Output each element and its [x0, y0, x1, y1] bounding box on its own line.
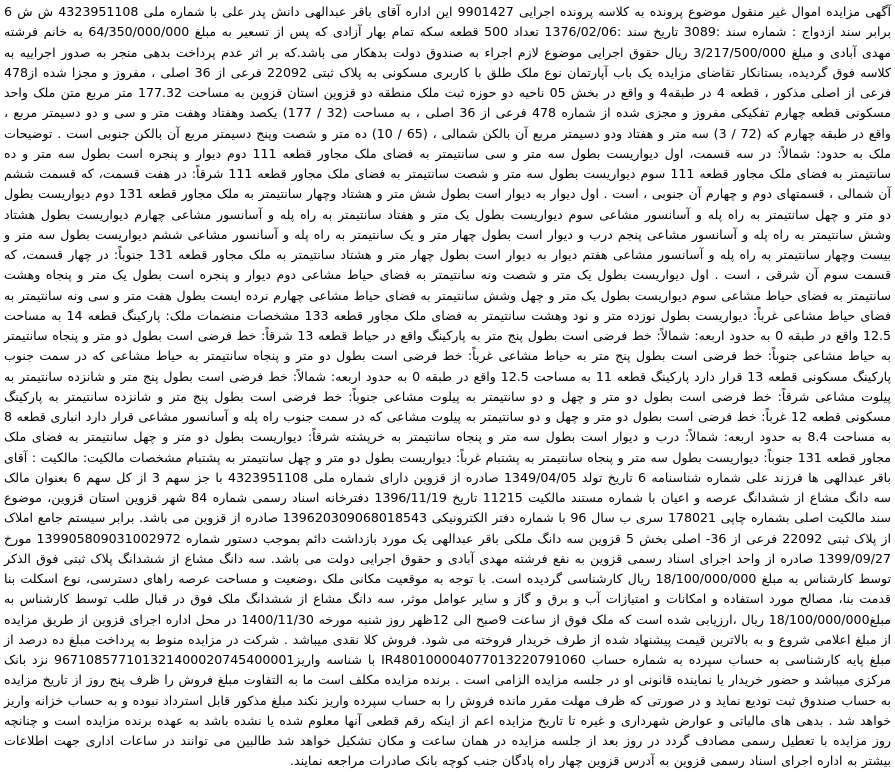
- auction-notice-text: آگهی مزایده اموال غیر منقول موضوع پرونده به کلاسه پرونده اجرایی 9901427 این اداره آقای باقر عبدالهی دانش پدر علی با شماره ملی 4323951108 ش ش 6 برابر سند ازدواج : شماره سند :3089 تاریخ سند :1376/02/06 تعداد 500 قطعه سکه تمام بهار آزادی که پس از تسعیر به مبلغ 64/350/000/000 به خانم فرشته مهدی آبادی و مبلغ 3/217/500/000 ریال حقوق اجرایی موضوع لازم اجراء به صندوق دولت بدهکار می باشد.که بر اثر عدم پرداخت بدهی منجر به صدور اجراییه به کلاسه فوق گردیده، بستانکار تقاضای مزایده یک باب آپارتمان نوع ملک طلق با کاربری مسکونی به پلاک ثبتی 22092 فرعی از 36 اصلی ، مفروز و مجزا شده از478 فرعی از اصلی مذکور ، قطعه 4 در طبقه4 و واقع در بخش 05 ناحیه دو حوزه ثبت ملک منطقه دو قزوین استان قزوین به مساحت 177.32 متر مربع متن ملک واحد مسکونی قطعه چهارم تفکیکی مفروز و مجزی شده از شماره 478 فرعی از 36 اصلی ، به مساحت (32 / 177) یکصد وهفتاد وهفت متر و سی و دو دسیمتر مربع ، واقع در طبقه چهارم که (72 / 3) سه متر و هفتاد ودو دسیمتر مربع آن بالکن شمالی ، (65 / 10) ده متر و شصت وپنج دسیمتر مربع آن بالکن جنوبی است . توضیحات ملک به حدود: شمالاً: در سه قسمت، اول دیواریست بطول سه متر و سی سانتیمتر به فضای ملک مجاور قطعه 111 دوم دیوار و پنجره است بطول سه متر و ده سانتیمتر به فضای ملک مجاور قطعه 111 سوم دیواریست بطول سه متر و شصت سانتیمتر به فضای ملک مجاور قطعه 111 شرقاً: در هفت قسمت، که قسمت ششم آن شمالی ، قسمتهای دوم و چهارم آن جنوبی ، است . اول دیوار به دیوار است بطول شش متر و هشتاد وچهار سانتیمتر به ملک مجاور قطعه 131 دوم دیواریست بطول دو متر و چهل سانتیمتر به راه پله و آسانسور مشاعی سوم دیواریست بطول یک متر و هفتاد سانتیمتر به راه پله و آسانسور مشاعی چهارم دیواریست بطول هشتاد وشش سانتیمتر به راه پله و آسانسور مشاعی پنجم درب و دیوار است بطول چهار متر و یک سانتیمتر به راه پله و آسانسور مشاعی ششم دیواریست بطول سه متر و بیست وچهار سانتیمتر به راه پله و آسانسور مشاعی هفتم دیوار به دیوار است بطول چهار متر و هشتاد سانتیمتر به ملک مجاور قطعه 131 جنوباً: در چهار قسمت، که قسمت سوم آن شرقی ، است . اول دیواریست بطول یک متر و شصت ونه سانتیمتر به فضای حیاط مشاعی دوم دیوار و پنجره است بطول یک متر و پنجاه وهشت سانتیمتر به فضای حیاط مشاعی سوم دیواریست بطول یک متر و چهل وشش سانتیمتر به فضای حیاط مشاعی چهارم نرده ایست بطول هفت متر و سی ونه سانتیمتر به فضای حیاط مشاعی غرباً: دیواریست بطول نوزده متر و نود وهشت سانتیمتر به فضای ملک مجاور قطعه 133 مشخصات منضمات ملک: پارکینگ قطعه 14 به مساحت 12.5 واقع در طبقه 0 به حدود اربعه: شمالاً: خط فرضی است بطول پنج متر به پارکینگ واقع در حیاط قطعه 13 شرقاً: خط فرضی است بطول دو متر و پنجاه سانتیمتر به حیاط مشاعی جنوباً: خط فرضی است بطول پنج متر به حیاط مشاعی غرباً: خط فرضی است بطول دو متر و پنجاه سانتیمتر به حیاط مشاعی که در سمت جنوب پارکینگ مسکونی قطعه 13 قرار دارد پارکینگ قطعه 11 به مساحت 12.5 واقع در طبقه 0 به حدود اربعه: شمالاً: خط فرضی است بطول پنج متر و شانزده سانتیمتر به پیلوت مشاعی شرقاً: خط فرضی است بطول دو متر و چهل و دو سانتیمتر به پیلوت مشاعی جنوباً: خط فرضی است بطول پنج متر و شانزده سانتیمتر به پارکینگ مسکونی قطعه 12 غرباً: خط فرضی است بطول دو متر و چهل و دو سانتیمتر به پیلوت مشاعی که در سمت جنوب راه پله و آسانسور مشاعی قرار دارد انباری قطعه 8 به مساحت 8.4 به حدود اربعه: شمالاً: درب و دیوار است بطول سه متر و پنجاه سانتیمتر به خرپشته شرقاً: دیواریست بطول دو متر و چهل سانتیمتر به فضای ملک مجاور قطعه 131 جنوباً: دیواریست بطول سه متر و پنجاه سانتیمتر به پشتبام غرباً: دیواریست بطول دو متر و چهل سانتیمتر به پشتبام مشخصات مالکیت: مالکیت : آقای باقر عبدالهی ها فرزند علی شماره شناسنامه 6 تاریخ تولد 1349/04/05 صادره از قزوین دارای شماره ملی 4323951108 با جز سهم 3 از کل سهم 6 بعنوان مالک سه دانگ مشاع از ششدانگ عرصه و اعیان با شماره مستند مالکیت 11215 تاریخ 1396/11/19 دفترخانه اسناد رسمی شماره 84 شهر قزوین استان قزوین، موضوع سند مالکیت اصلی بشماره چاپی 178021 سری ب سال 96 با شماره دفتر الکترونیکی 139620309068018543 صادره از قزوین می باشد. برابر سیستم جامع املاک از پلاک ثبتی 22092 فرعی از 36- اصلی بخش 5 قزوین سه دانگ ملکی باقر عبدالهی یک مورد بازداشت دائم بموجب دستور شماره 139905809031002972 مورخ 1399/09/27 صادره از واحد اجرای اسناد رسمی قزوین به نفع فرشته مهدی آبادی و حقوق اجرایی دولت می باشد. سه دانگ مشاع از ششدانگ پلاک ثبتی فوق الذکر توسط کارشناس به مبلغ 18/100/000/000 ریال کارشناسی گردیده است. با توجه به موقعیت مکانی ملک ،وضعیت و مساحت عرصه راهای دسترسی، نوع اسکلت بنا قدمت بنا، مصالح مورد استفاده و امکانات و امتیازات آب و برق و گاز و سایر عوامل موثر، سه دانگ مشاع از ششدانگ ملک فوق در قبال طلب توسط کارشناس به مبلغ18/100/000/000 ریال ،ارزیابی شده است که ملک فوق از ساعت 9صبح الی 12ظهر روز شنبه مورخه 1400/11/30 در محل اداره اجرای قزوین از طریق مزایده از مبلغ اعلامی شروع و به بالاترین قیمت پیشنهاد شده از طرف خریدار فروخته می شود. فروش کلا نقدی میباشد . شرکت در مزایده منوط به پرداخت مبلغ ده درصد از مبلغ پایه کارشناسی به حساب سپرده به شماره حساب IR480100004077013220791060 با شناسه واریز967108577101321400020745400001 نزد بانک مرکزی میباشد و حضور خریدار یا نماینده قانونی او در جلسه مزایده الزامی است . برنده مزایده مکلف است ما به التفاوت مبلغ فروش را ظرف پنج روز از تاریخ مزایده به حساب صندوق ثبت تودیع نماید و در صورتی که ظرف مهلت مقرر مانده فروش را به حساب سپرده واریز نکند مبلغ مذکور قابل استرداد نبوده و به حساب خزانه واریز خواهد شد . بدهی های مالیاتی و عوارض شهرداری و غیره تا تاریخ مزایده اعم از اینکه رقم قطعی آنها معلوم شده یا نشده باشد به عهده برنده مزایده است و چنانچه روز مزایده با تعطیل رسمی مصادف گردد در روز بعد از جلسه مزایده در همان ساعت و مکان تشکیل خواهد شد طالبین می توانند در ساعات اداری جهت اطلاعات بیشتر به اداره اجرای اسناد رسمی قزوین به آدرس قزوین چهار راه پادگان جنب کوچه بانک صادرات مراجعه نمایند.: [4, 4, 892, 769]
